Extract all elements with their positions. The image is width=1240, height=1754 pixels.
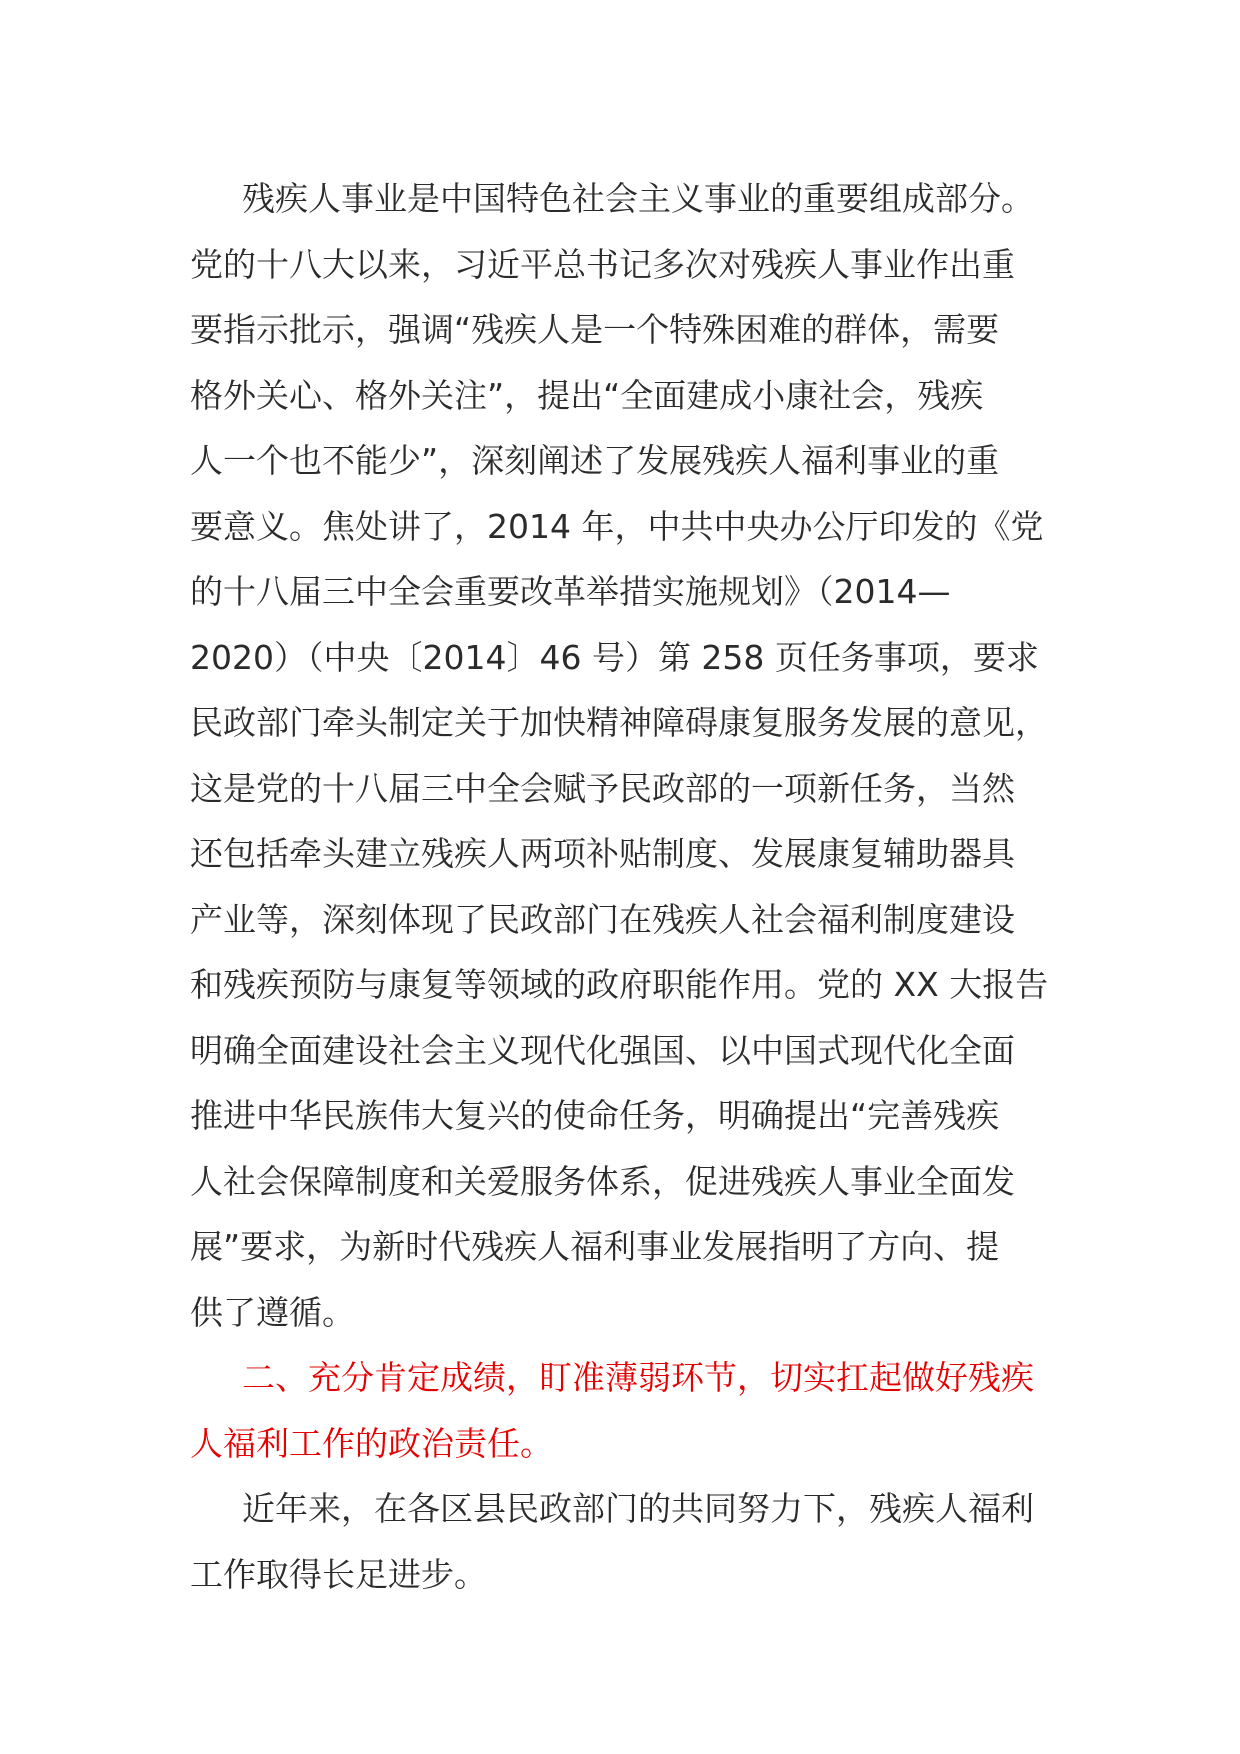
- paragraph-line: 人社会保障制度和关爱服务体系，促进残疾人事业全面发: [190, 1161, 1015, 1201]
- heading-line: 人福利工作的政治责任。: [190, 1423, 553, 1463]
- paragraph-line: 党的十八大以来，习近平总书记多次对残疾人事业作出重: [190, 244, 1015, 284]
- paragraph-line: 推进中华民族伟大复兴的使命任务，明确提出“完善残疾: [190, 1096, 1000, 1135]
- paragraph-line: 展”要求，为新时代残疾人福利事业发展指明了方向、提: [190, 1227, 1000, 1266]
- heading-line: 二、充分肯定成绩，盯准薄弱环节，切实扛起做好残疾: [242, 1358, 1034, 1397]
- paragraph-line: 和残疾预防与康复等领域的政府职能作用。党的 XX 大报告: [190, 965, 1049, 1004]
- paragraph-line: 这是党的十八届三中全会赋予民政部的一项新任务，当然: [190, 768, 1015, 808]
- paragraph-line: 2020）（中央〔2014〕46 号）第 258 页任务事项，要求: [190, 637, 1039, 677]
- paragraph-line: 的十八届三中全会重要改革举措实施规划》（2014—: [190, 572, 951, 611]
- section-heading: [190, 1345, 1060, 1476]
- paragraph-line: 民政部门牵头制定关于加快精神障碍康复服务发展的意见，: [190, 703, 1048, 742]
- paragraph-line: 人一个也不能少”，深刻阐述了发展残疾人福利事业的重: [190, 441, 1000, 480]
- paragraph-line: 近年来，在各区县民政部门的共同努力下，残疾人福利: [242, 1489, 1034, 1528]
- paragraph-line: 供了遵循。: [190, 1292, 355, 1332]
- paragraph-line: 残疾人事业是中国特色社会主义事业的重要组成部分。: [242, 179, 1034, 218]
- paragraph-line: 要指示批示，强调“残疾人是一个特殊困难的群体，需要: [190, 310, 1000, 349]
- paragraph-line: 格外关心、格外关注”，提出“全面建成小康社会，残疾: [190, 375, 984, 415]
- paragraph-2: [190, 1476, 1060, 1607]
- paragraph-line: 还包括牵头建立残疾人两项补贴制度、发展康复辅助器具: [190, 834, 1015, 873]
- paragraph-1: [190, 166, 1060, 1345]
- paragraph-line: 工作取得长足进步。: [190, 1554, 487, 1594]
- paragraph-line: 要意义。焦处讲了，2014 年，中共中央办公厅印发的《党: [190, 506, 1044, 546]
- paragraph-line: 产业等，深刻体现了民政部门在残疾人社会福利制度建设: [190, 899, 1015, 939]
- paragraph-line: 明确全面建设社会主义现代化强国、以中国式现代化全面: [190, 1030, 1015, 1070]
- document-body: [190, 166, 1060, 1607]
